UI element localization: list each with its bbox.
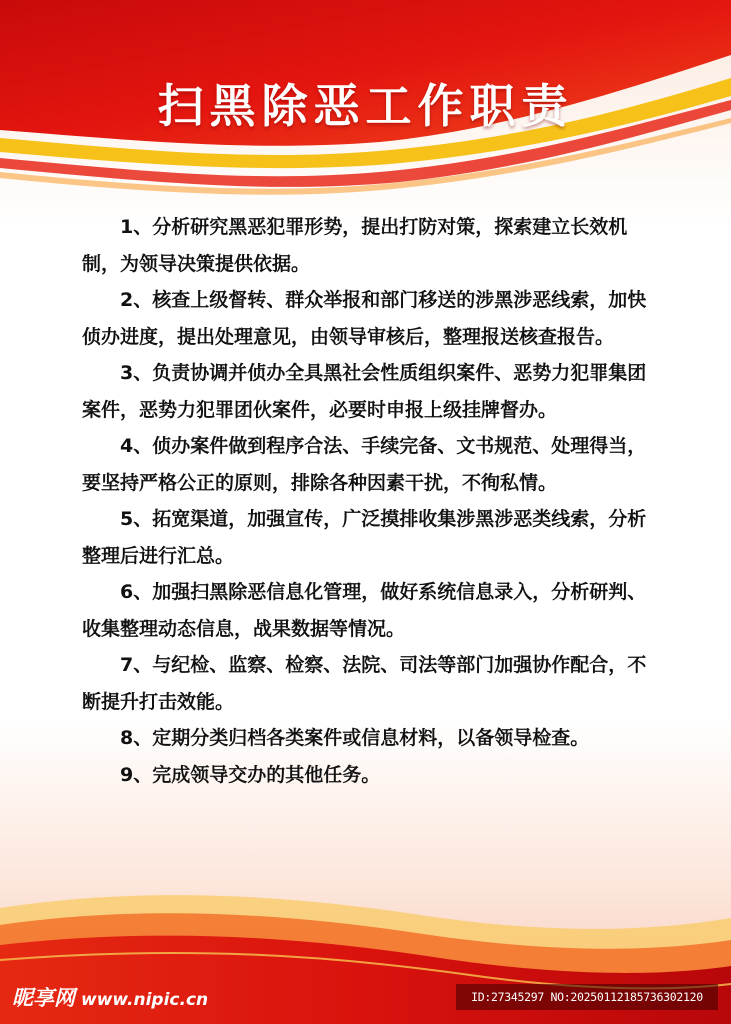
watermark-id: ID:27345297 NO:20250112185736302120 xyxy=(456,984,718,1010)
page-title: 扫黑除恶工作职责 xyxy=(157,79,574,133)
logo-text: 昵享网 xyxy=(12,986,75,1010)
list-item: 2、核查上级督转、群众举报和部门移送的涉黑涉恶线索，加快侦办进度，提出处理意见，由领导审核后，整理报送核查报告。 xyxy=(82,289,647,348)
list-item: 9、完成领导交办的其他任务。 xyxy=(120,763,381,786)
list-item: 7、与纪检、监察、检察、法院、司法等部门加强协作配合，不断提升打击效能。 xyxy=(82,654,647,713)
logo-site: www.nipic.cn xyxy=(81,990,209,1010)
list-item: 8、定期分类归档各类案件或信息材料，以备领导检查。 xyxy=(120,727,590,749)
list-item: 1、分析研究黑恶犯罪形势，提出打防对策，探索建立长效机制，为领导决策提供依据。 xyxy=(82,216,628,275)
list-item: 3、负责协调并侦办全具黑社会性质组织案件、恶势力犯罪集团案件，恶势力犯罪团伙案件，必要时申报上级挂牌督办。 xyxy=(82,362,647,421)
duty-list xyxy=(82,209,654,793)
list-item: 5、拓宽渠道，加强宣传，广泛摸排收集涉黑涉恶类线索，分析整理后进行汇总。 xyxy=(82,508,647,567)
site-logo xyxy=(12,982,208,1014)
list-item: 4、侦办案件做到程序合法、手续完备、文书规范、处理得当，要坚持严格公正的原则，排除各种因素干扰，不徇私情。 xyxy=(82,435,647,494)
list-item: 6、加强扫黑除恶信息化管理，做好系统信息录入，分析研判、收集整理动态信息，战果数据等情况。 xyxy=(82,581,647,640)
